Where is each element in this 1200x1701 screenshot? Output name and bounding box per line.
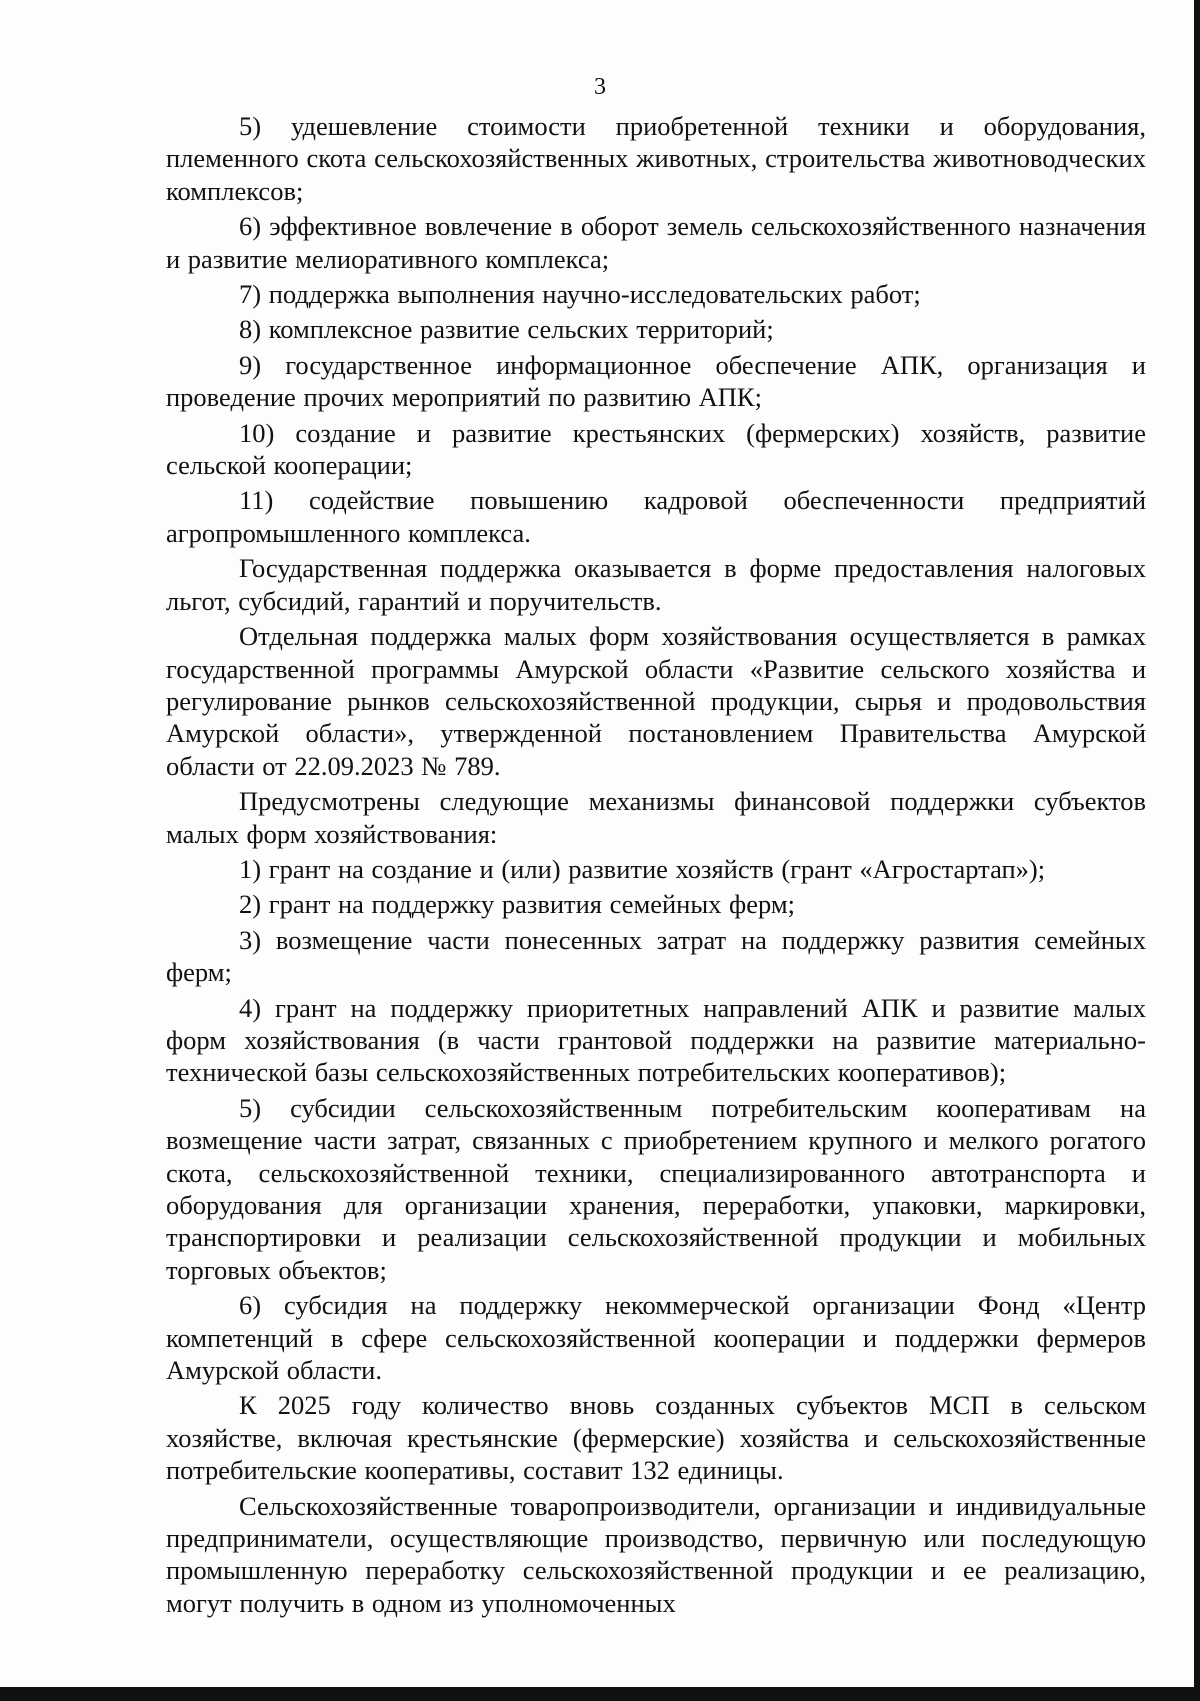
paragraph-item-10: 10) создание и развитие крестьянских (фермерских) хозяйств, развитие сельской кооперации; <box>166 417 1146 481</box>
paragraph-item-6: 6) эффективное вовлечение в оборот земель сельскохозяйственного назначения и развитие мелиоративного комплекса; <box>166 211 1146 274</box>
paragraph-program: Отдельная поддержка малых форм хозяйствования осуществляется в рамках государственной программы Амурской области «Развитие сельского хозяйства и регулирование рынков сельскохозяйственной продукции, сырья и продовольствия Амурской области», утвержденной постановлением Правительства Амурской области от 22.09.2023 № 789. <box>166 621 1146 781</box>
paragraph-item-5: 5) удешевление стоимости приобретенной техники и оборудования, племенного скота сельскохозяйственных животных, строительства животноводческих комплексов; <box>166 111 1146 206</box>
paragraph-item-11: 11) содействие повышению кадровой обеспеченности предприятий агропромышленного комплекса. <box>166 485 1146 548</box>
paragraph-producers: Сельскохозяйственные товаропроизводители, организации и индивидуальные предприниматели, осуществляющие производство, первичную или последующую промышленную переработку сельскохозяйственной продукции и ее реализацию, могут получить в одном из уполномоченных <box>166 1490 1146 1618</box>
mechanism-item-4: 4) грант на поддержку приоритетных направлений АПК и развитие малых форм хозяйствования (в части грантовой поддержки на развитие материально-технической базы сельскохозяйственных потребительских кооперативов); <box>166 992 1146 1088</box>
mechanism-item-6: 6) субсидия на поддержку некоммерческой организации Фонд «Центр компетенций в сфере сельскохозяйственной кооперации и поддержки фермеров Амурской области. <box>166 1290 1146 1386</box>
page-number: 3 <box>594 74 606 100</box>
paragraph-mechanisms-intro: Предусмотрены следующие механизмы финансовой поддержки субъектов малых форм хозяйствования: <box>166 786 1146 849</box>
scan-edge-bottom <box>0 1687 1200 1701</box>
paragraph-item-9: 9) государственное информационное обеспечение АПК, организация и проведение прочих мероприятий по развитию АПК; <box>166 349 1146 413</box>
mechanism-item-2: 2) грант на поддержку развития семейных ферм; <box>239 889 795 920</box>
paragraph-msp-2025: К 2025 году количество вновь созданных субъектов МСП в сельском хозяйстве, включая крестьянские (фермерские) хозяйства и сельскохозяйственные потребительские кооперативы, составит 132 единицы. <box>166 1390 1146 1486</box>
mechanism-item-3: 3) возмещение части понесенных затрат на поддержку развития семейных ферм; <box>166 924 1146 988</box>
mechanism-item-5: 5) субсидии сельскохозяйственным потребительским кооперативам на возмещение части затрат, связанных с приобретением крупного и мелкого рогатого скота, сельскохозяйственной техники, специализированного автотранспорта и оборудования для организации хранения, переработки, упаковки, маркировки, транспортировки и реализации сельскохозяйственной продукции и мобильных торговых объектов; <box>166 1092 1146 1285</box>
paragraph-item-8: 8) комплексное развитие сельских территорий; <box>239 314 774 345</box>
paragraph-item-7: 7) поддержка выполнения научно-исследовательских работ; <box>239 279 921 310</box>
mechanism-item-1: 1) грант на создание и (или) развитие хозяйств (грант «Агростартап»); <box>239 853 1046 884</box>
paragraph-support-forms: Государственная поддержка оказывается в форме предоставления налоговых льгот, субсидий, гарантий и поручительств. <box>166 553 1146 616</box>
document-body <box>166 110 1146 1619</box>
scan-edge-right <box>1194 0 1200 1701</box>
